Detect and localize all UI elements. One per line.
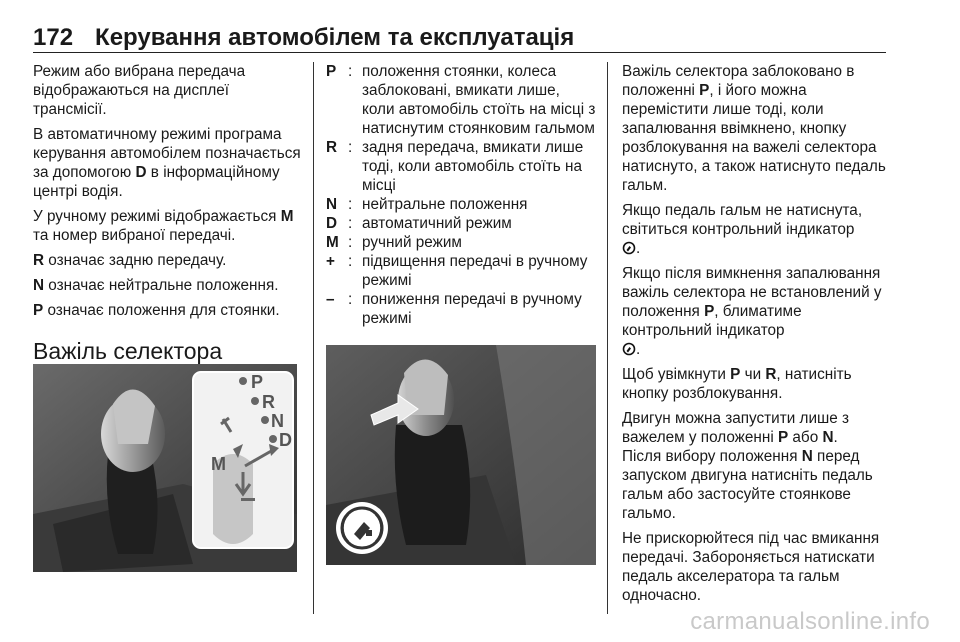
- brake-warning-icon: [622, 241, 636, 255]
- list-item: R : задня передача, вмикати лише тоді, коли автомобіль стоїть на місці: [326, 139, 584, 194]
- section-title: Важіль селектора: [33, 338, 223, 364]
- column-right: [622, 62, 890, 611]
- column-divider: [607, 62, 608, 614]
- paragraph: Якщо педаль гальм не натиснута, світиться контрольний індикатор .: [622, 202, 863, 257]
- gate-label-n: N: [271, 411, 284, 431]
- page-number: 172: [33, 24, 74, 51]
- list-item: D : автоматичний режим: [326, 215, 512, 232]
- selector-lever-figure: [33, 364, 297, 572]
- gate-label-m: M: [211, 454, 226, 474]
- gear-position-list: [326, 62, 596, 328]
- paragraph: N означає нейтральне положення.: [33, 277, 279, 294]
- watermark: carmanualsonline.info: [690, 608, 930, 635]
- paragraph: Щоб увімкнути P чи R, натисніть кнопку розблокування.: [622, 366, 852, 402]
- paragraph: Важіль селектора заблоковано в положенні P, і його можна перемістити лише тоді, коли запалювання ввімкнено, кнопку розблокування на важелі селектора натиснуто, а також натиснуто педаль гальм.: [622, 63, 886, 194]
- paragraph: Не прискорюйтеся під час вмикання передачі. Забороняється натискати педаль акселератора та гальм одночасно.: [622, 530, 880, 604]
- column-middle: [326, 62, 596, 328]
- selector-lever-illustration: [33, 364, 297, 572]
- paragraph: Якщо після вимкнення запалювання важіль селектора не встановлений у положення P, блиматиме контрольний індикатор .: [622, 265, 882, 358]
- brake-indicator-icon: [336, 502, 388, 554]
- brake-warning-icon: [622, 342, 636, 356]
- list-item: + : підвищення передачі в ручному режимі: [326, 253, 588, 289]
- gate-label-d: D: [279, 430, 292, 450]
- lever-release-illustration: [326, 345, 596, 565]
- list-item: M : ручний режим: [326, 234, 462, 251]
- column-left: [33, 62, 303, 376]
- gate-label-r: R: [262, 392, 275, 412]
- list-item: N : нейтральне положення: [326, 196, 528, 213]
- paragraph: У ручному режимі відображається M та номер вибраної передачі.: [33, 208, 294, 244]
- list-item: P : положення стоянки, колеса заблоковані, вмикати лише, коли автомобіль стоїть на місці з натиснутим стоянковим гальмом: [326, 63, 596, 137]
- paragraph: В автоматичному режимі програма керування автомобілем позначається за допомогою D в інформаційному центрі водія.: [33, 126, 301, 200]
- lever-release-figure: [326, 345, 596, 565]
- paragraph: P означає положення для стоянки.: [33, 302, 280, 319]
- paragraph: Двигун можна запустити лише з важелем у положенні P або N. Після вибору положення N перед запуском двигуна натисніть педаль гальм або застосуйте стоянкове гальмо.: [622, 410, 873, 522]
- page-header: [33, 22, 886, 53]
- column-divider: [313, 62, 314, 614]
- list-item: – : пониження передачі в ручному режимі: [326, 291, 582, 327]
- paragraph: Режим або вибрана передача відображаються на дисплеї трансмісії.: [33, 63, 246, 118]
- chapter-title: Керування автомобілем та експлуатація: [95, 24, 575, 51]
- gate-label-p: P: [251, 372, 264, 392]
- paragraph: R означає задню передачу.: [33, 252, 227, 269]
